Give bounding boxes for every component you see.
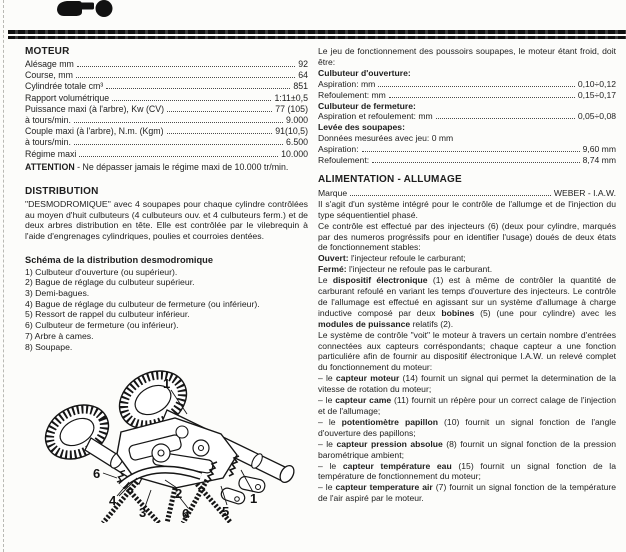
camshaft-diagram <box>25 360 310 523</box>
dot-leader <box>74 122 283 123</box>
spec-value: 6.500 <box>285 137 308 148</box>
sensor-item: – le capteur moteur (14) fournit un signal qui permet la determination de la vitesse de rotation du moteur; <box>318 373 616 395</box>
schema-list-item: 7) Arbre à cames. <box>25 330 94 341</box>
dot-leader <box>372 162 579 163</box>
spec-row <box>25 126 308 137</box>
spec-value: 0,15÷0,17 <box>577 89 616 100</box>
dot-leader <box>79 156 278 157</box>
diagram-callout-3: 3 <box>139 505 147 521</box>
page-edge-line <box>3 0 4 552</box>
dot-leader <box>106 88 290 89</box>
spec-label: à tours/min. <box>25 115 71 126</box>
injector-state-closed: Fermé: l'injecteur ne refoule pas le carburant. <box>318 264 493 275</box>
sensor-item: – le capteur came (11) fournit un répère pour un correct calage de l'injection et de l'allumage; <box>318 395 616 416</box>
levee-note: Données mesurées avec jeu: 0 mm <box>318 133 454 144</box>
dot-leader <box>167 111 272 112</box>
spec-value: 10.000 <box>281 148 308 159</box>
spec-value: 92 <box>298 59 308 69</box>
spec-row <box>25 93 308 104</box>
spec-row <box>318 155 616 166</box>
spec-row <box>25 59 308 70</box>
spec-label: Régime maxi <box>25 148 77 159</box>
systeme-paragraph: Le système de contrôle "voit" le moteur à travers un certain nombre d'entrées connectées aux capteurs corréspondants; chaque capteur a une fonction particuliére afin de fournir au dispositif électronique I.A.W. un relevé complet du fonctionnement du moteur: <box>318 329 616 373</box>
spec-label: Cylindrée totale cm³ <box>25 81 104 92</box>
dot-leader <box>76 77 295 78</box>
spec-row <box>25 137 308 148</box>
levee-soupapes-heading: Levée des soupapes: <box>318 122 405 133</box>
dot-leader <box>362 151 580 152</box>
diagram-callout-1b: 1 <box>250 491 258 507</box>
sensor-item: – le capteur temperature air (7) fournit un signal fonction de la température de l'air aspiré par le moteur. <box>318 482 617 504</box>
schema-list-item: 4) Bague de réglage du culbuteur de fermeture (ou inférieur). <box>25 298 260 309</box>
schema-heading: Schéma de la distribution desmodromique <box>25 254 214 265</box>
alim-paragraph: Il s'agit d'un système intégré pour le contrôle de l'allumge et de l'injection du type séquentientiel phasé. <box>318 198 616 220</box>
right-column <box>318 46 616 528</box>
attention-text: - Ne dépasser jamais le régime maxi de 10.000 tr/min. <box>74 161 289 172</box>
distribution-paragraph: "DESMODROMIQUE" avec 4 soupapes pour chaque cylindre contrôlées au moyen d'huit culbuteurs (4 culbuteurs ouv. et 4 culbuteurs ferm.) et de deux arbres distribution en tête. Elle est contrôlée par le vilebrequin à l'aide d'engrenages cylindriques, poulies et courroies dentées. <box>25 198 308 241</box>
header-rule-bottom <box>8 36 626 39</box>
spec-label: Course, mm <box>25 70 73 81</box>
partial-logo <box>55 0 125 18</box>
spec-value: WEBER - I.A.W. <box>553 187 616 198</box>
dot-leader <box>378 86 575 87</box>
distribution-heading: DISTRIBUTION <box>25 185 99 197</box>
spec-row <box>318 188 616 199</box>
culbuteur-ouverture-heading: Culbuteur d'ouverture: <box>318 67 411 78</box>
attention-note <box>25 162 308 173</box>
spec-row <box>25 70 308 81</box>
schema-list-item: 3) Demi-bagues. <box>25 288 90 299</box>
spec-value: 0,05÷0,08 <box>577 111 616 122</box>
spec-row <box>25 115 308 126</box>
spec-label: Puissance maxi (à l'arbre), Kw (CV) <box>25 103 165 114</box>
spec-value: 9.000 <box>285 115 308 126</box>
spec-value: 851 <box>293 81 308 92</box>
moteur-heading: MOTEUR <box>25 46 70 57</box>
alim-paragraph: Ce contrôle est effectué par des injecteurs (6) (deux pour cylindre, marqués par des numeros progréssifs pour en identifier l'usage) doués de deux états de fonctionnement stables: <box>318 220 616 253</box>
spec-row <box>318 144 616 155</box>
sensor-item: – le potentiomètre papillon (10) fournit un signal fonction de l'angle d'ouverture des papillons; <box>318 416 616 438</box>
schema-list-item: 5) Ressort de rappel du culbuteur inférieur. <box>25 309 190 320</box>
attention-label: ATTENTION <box>25 161 75 172</box>
spec-row <box>25 81 308 92</box>
spec-label: Aspiration: mm <box>318 78 376 89</box>
spec-row <box>318 111 616 122</box>
spec-row <box>318 90 616 101</box>
sensor-item: – le capteur température eau (15) fournit un signal fonction de la température de fonctionnement du moteur; <box>318 460 616 482</box>
spec-label: Alésage mm <box>25 59 74 69</box>
dot-leader <box>74 144 283 145</box>
spec-row <box>25 104 308 115</box>
spec-label: Aspiration et refoulement: mm <box>318 111 433 122</box>
valve-clearance-intro: Le jeu de fonctionnement des poussoirs soupapes, le moteur étant froid, doit être: <box>318 46 616 67</box>
dot-leader <box>112 100 271 101</box>
spec-value: 8,74 mm <box>582 155 616 166</box>
diagram-callout-5: 5 <box>222 504 230 520</box>
sensor-item: – le capteur pression absolue (8) fournit un signal fonction de la pression barométrique ambient; <box>318 438 616 460</box>
spec-value: 64 <box>298 70 308 81</box>
spec-label: à tours/min. <box>25 137 71 148</box>
dot-leader <box>436 118 575 119</box>
spec-row <box>318 79 616 90</box>
spec-row <box>25 149 308 160</box>
left-column <box>25 46 308 528</box>
spec-label: Aspiration: <box>318 144 359 155</box>
diagram-callout-6: 6 <box>93 466 101 482</box>
spec-label: Refoulement: <box>318 155 370 166</box>
diagram-callout-2: 2 <box>175 486 183 502</box>
spec-label: Rapport volumétrique <box>25 92 110 103</box>
header-rule-top <box>8 30 626 34</box>
schema-list-item: 8) Soupape. <box>25 341 73 352</box>
content-columns <box>25 46 616 528</box>
diagram-callout-6b: 6 <box>182 506 190 522</box>
diagram-callout-4: 4 <box>109 493 117 509</box>
schema-list <box>25 267 308 353</box>
spec-value: 9,60 mm <box>582 144 616 155</box>
injector-state-open: Ouvert: l'injecteur refoule le carburant; <box>318 253 466 264</box>
dot-leader <box>167 133 273 134</box>
spec-value: 77 (105) <box>275 103 308 114</box>
spec-label: Couple maxi (à l'arbre), N.m. (Kgm) <box>25 126 164 137</box>
schema-list-item: 6) Culbuteur de fermeture (ou inférieur). <box>25 320 179 331</box>
spec-value: 1:11±0,5 <box>274 92 308 103</box>
schema-list-item: 1) Culbuteur d'ouverture (ou supérieur). <box>25 266 178 277</box>
spec-value: 0,10÷0,12 <box>577 78 616 89</box>
spec-label: Marque <box>318 187 348 198</box>
culbuteur-fermeture-heading: Culbuteur de fermeture: <box>318 100 416 111</box>
schema-list-item: 2) Bague de réglage du culbuteur supérieur. <box>25 277 195 288</box>
dispositif-paragraph: Le dispositif électronique (1) est à même de contrôler la quantité de carburant refoulé en variant les temps d'ouverture des injecteurs. Le contrôle de l'allumage est effectué en agissant sur un système d'allumage à charge inductive composé par deux bobines (5) (une pour cylindre) avec les modules de puissance relatifs (2). <box>318 275 617 329</box>
spec-value: 91(10,5) <box>275 126 308 137</box>
dot-leader <box>77 66 295 67</box>
alimentation-heading: ALIMENTATION - ALLUMAGE <box>318 173 462 185</box>
dot-leader <box>350 195 551 196</box>
diagram-callout-1: 1 <box>163 376 171 392</box>
spec-label: Refoulement: mm <box>318 89 386 100</box>
dot-leader <box>389 97 575 98</box>
